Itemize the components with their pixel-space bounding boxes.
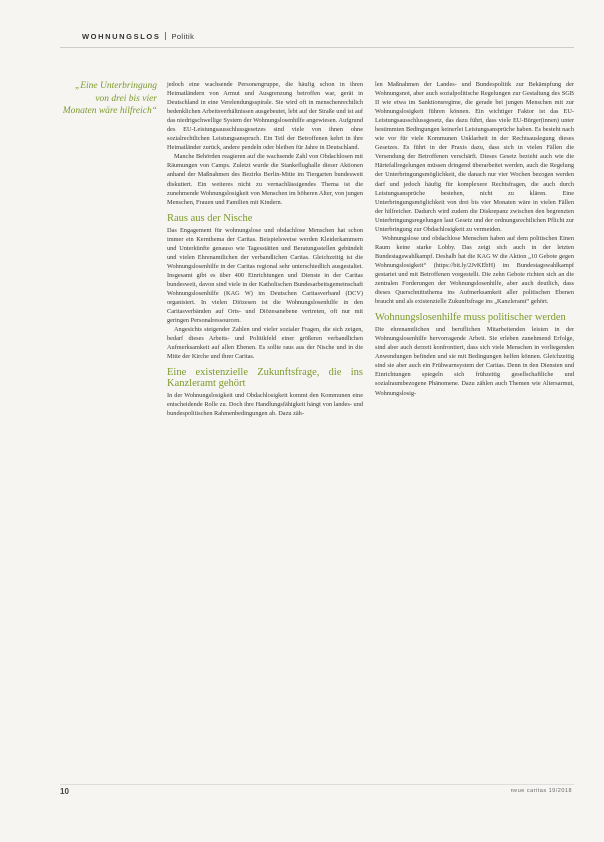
page-number: 10	[60, 787, 69, 796]
subheading: Raus aus der Nische	[167, 212, 253, 224]
paragraph: Das Engagement für wohnungslose und obdachlose Menschen hat schon immer ein Kernthema der Caritas. Beispielsweise werden Kleiderkammern und Unterkünfte genauso wie Tagesstätten und Beratungsstellen gebündelt und vielen Ehrenamtlichen der verbandlichen Caritas. Gleichzeitig ist die Wohnungslosenhilfe in der Caritas regional sehr unterschiedlich ausgestaltet. Insgesamt gibt es über 400 Einrichtungen und Dienste in der Caritas bundesweit, davon sind viele in der Katholischen Bundesarbeitsgemeinschaft Wohnungslosenhilfe (KAG W) im Deutschen Caritasverband (DCV) organisiert. In vielen Diözesen ist die Wohnungslosenhilfe in den Caritasverbänden auf Orts- und Diözesanebene vertreten, oft nur mit geringen Personalressourcen.	[167, 226, 363, 325]
paragraph: Die ehrenamtlichen und beruflichen Mitarbeitenden leisten in der Wohnungslosenhilfe hervorragende Arbeit. Sie erleben zunehmend Erfolge, sind aber auch derzeit konfrontiert, dass sich viele Menschen in vorliegenden Anwendungen befinden und sie mit Bedingungen helfen können. Gleichzeitig sind sie aber auch ein Frühwarnsystem der Caritas. Denn in den Diensten und Einrichtungen spiegeln sich frühzeitig gesellschaftliche und sozialraumbezogene Phänomene. Dazu zählen auch Themen wie Altersarmut, Wohnungslosig-	[375, 326, 574, 397]
paragraph: In der Wohnungslosigkeit und Obdachlosigkeit kommt den Kommunen eine entscheidende Rolle zu. Doch ihre Handlungsfähigkeit hängt von landes- und bundespolitischen Rahmenbedingungen ab. Dazu zäh-	[167, 392, 363, 418]
pull-quote: „Eine Unterbringung von drei bis vier Monaten wäre hilfreich“	[62, 81, 157, 116]
paragraph: len Maßnahmen der Landes- und Bundespolitik zur Bekämpfung der Wohnungsnot, aber auch sozialpolitische Regelungen zur Gestaltung des SGB II wie etwa im Sanktionsregime, die gerade bei jungen Menschen mit zur Wohnungslosigkeit führen können. Ein wichtiger Faktor ist das EU-Leistungsausschlussgesetz, das dazu führt, dass viele EU-Bürger(innen) unter bestimmten Bedingungen keinerlei Leistungsansprüche haben. Es besteht nach wie vor für viele Kommunen Unklarheit in der Rechtsauslegung dieses Gesetzes. Es führt in der Praxis dazu, dass sich in vielen Fällen die Versendung der Betroffenen verschärft. Dieses Gesetz bezieht auch wie die Härtefallregelungen müssen dringend überarbeitet werden, auch die Regelung der Unterbringungsmöglichkeit, die danach nur vier Wochen bezogen werden darf und jedoch häufig für komplexere Rechtsfragen, die auch durch Leistungsansprüche bestehen, nicht zu klären. Eine Unterbringungsmöglichkeit von drei bis vier Monaten wäre in vielen Fällen der hilfreicher. Dadurch wird zudem die Diskrepanz zwischen den begrenzten Unterbringungsregelungen laut Gesetz und der ordnungsrechtlichen Pflicht zur Unterbringung zur Obdachlosigkeit zu vermeiden.	[375, 81, 574, 233]
paragraph: Angesichts steigender Zahlen und vieler sozialer Fragen, die sich zeigen, bedarf dieses Arbeits- und Politikfeld einer größeren verbandlichen Aufmerksamkeit auf allen Ebenen. Es sollte raus aus der Nische und in die Mitte der Kirche und ihrer Caritas.	[167, 326, 363, 361]
header-section: WOHNUNGSLOS	[82, 32, 161, 41]
text-column-1	[167, 80, 363, 419]
running-header	[82, 32, 574, 46]
header-rule	[60, 47, 574, 48]
footer-rule	[60, 784, 574, 785]
paragraph: Manche Behörden reagieren auf die wachsende Zahl von Obdachlosen mit Räumungen von Camps. Zuletzt wurde die Stankeflughalle dieser Aktionen anhand der Maßnahmen des Bezirks Berlin-Mitte im Tiergarten bundesweit diskutiert. Ein weiteres nicht zu vernachlässigendes Thema ist die zunehmende Wohnungslosigkeit von Menschen im höheren Alter, von jungen Menschen, Frauen und Familien mit Kindern.	[167, 153, 363, 206]
header-subsection: Politik	[171, 32, 195, 41]
magazine-footer: neue caritas 19/2018	[510, 788, 572, 794]
paragraph: jedoch eine wachsende Personengruppe, die häufig schon in ihren Heimatländern von Armut und Ausgrenzung betroffen war, gerät in Deutschland in eine Verelendungsspirale. Sie wird oft in menschenrechtlich bedenklichen Arbeitsverhältnissen ausgebeutet, lebt auf der Straße und ist auf das niedrigschwellige System der Wohnungslosenhilfe angewiesen. Aufgrund des EU-Leistungsausschlussgesetzes sind viele von ihnen ohne sozialrechtlichen Leistungsanspruch. Ein Teil der Betroffenen kehrt in ihre Heimatländer zurück, andere pendeln oder bleiben für Jahre in Deutschland.	[167, 81, 363, 152]
subheading: Eine existenzielle Zukunftsfrage, die ins Kanzleramt gehört	[167, 367, 363, 390]
paragraph: Wohnungslose und obdachlose Menschen haben auf dem politischen Einen Raum keine starke Lobby. Das zeigt sich auch in der letzten Bundestagswahlkampf. Deshalb hat die KAG W die Aktion „10 Gebote gegen Wohnungslosigkeit“ (https://bit.ly/2JvKEbH) im Bundestagswahlkampf gestartet und mit Betroffenen vorgestellt. Die zehn Gebote richten sich an die zentralen Forderungen der Wohnungslosenhilfe, aber auch deutlich, dass dieses Querschnittsthema ins Aufmerksamkeit aller politischen Ebenen braucht und als existenzielle Zukunftsfrage ins „Kanzleramt“ gehört.	[375, 234, 574, 306]
subheading: Wohnungslosenhilfe muss politischer werden	[375, 312, 566, 324]
header-divider	[165, 32, 166, 40]
text-column-2	[375, 80, 574, 398]
